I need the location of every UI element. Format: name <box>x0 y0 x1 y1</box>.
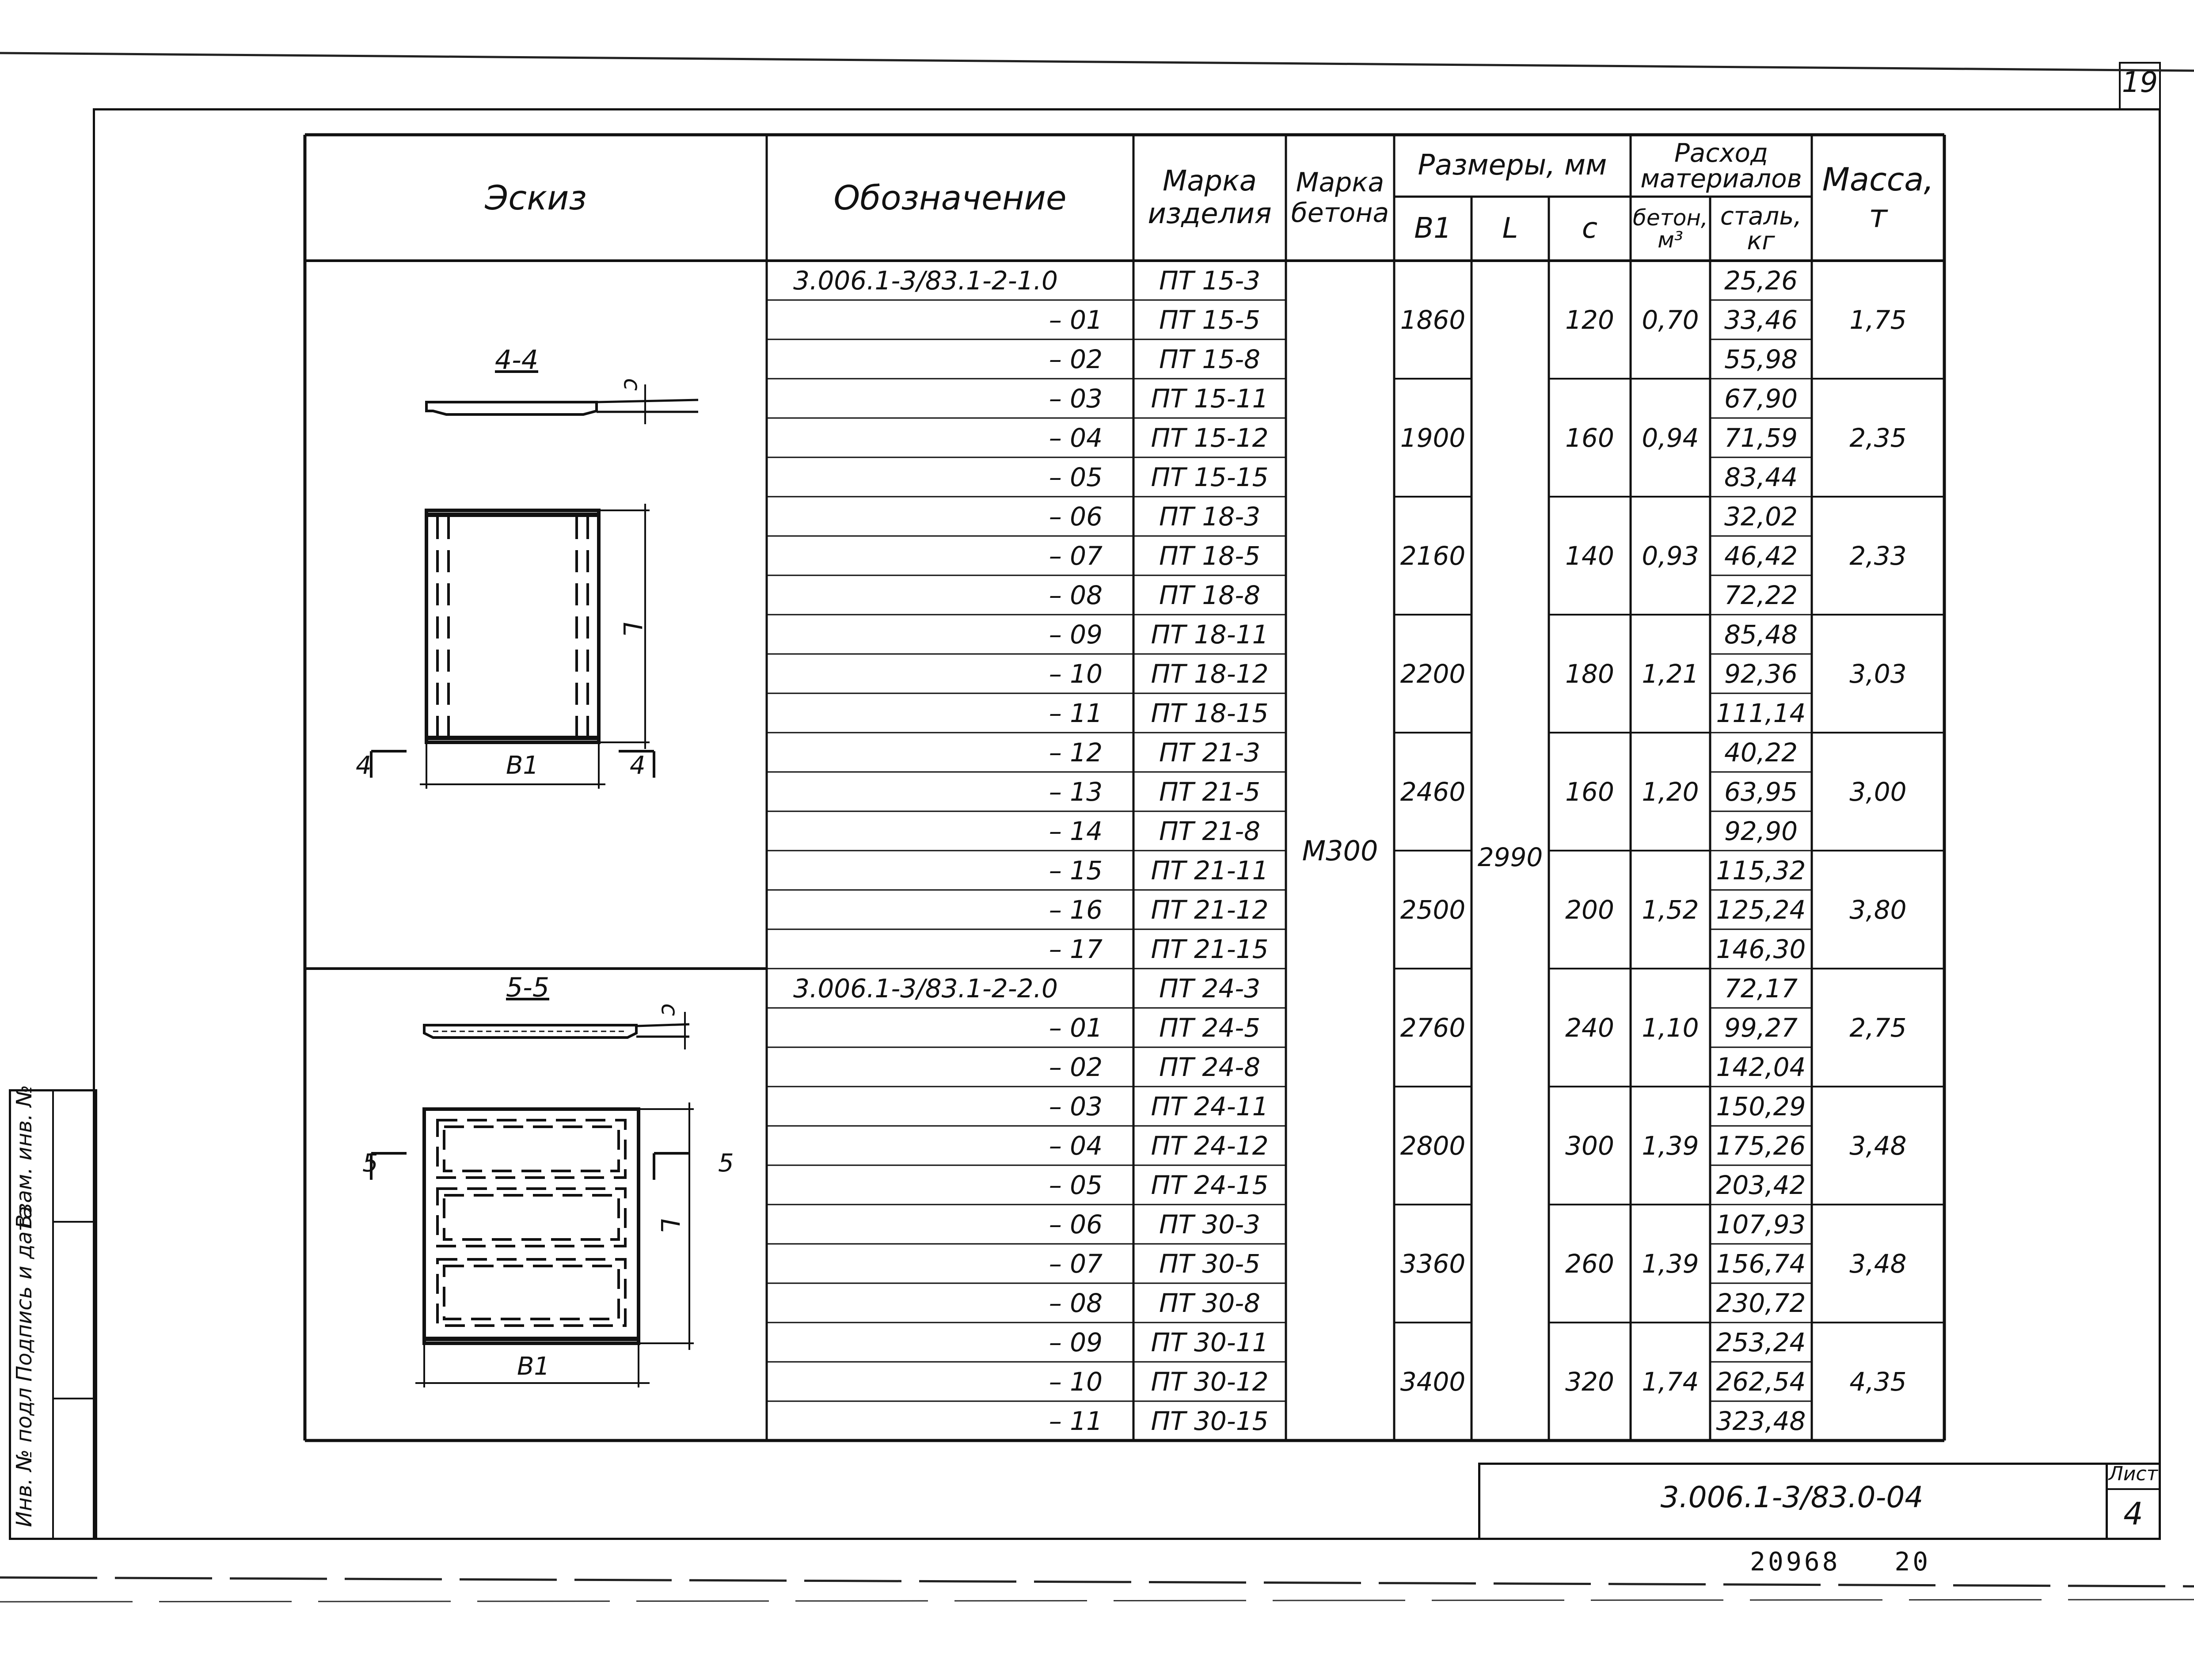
sheet-label: Лист <box>2108 1463 2158 1485</box>
header-product-mark: Марка изделия <box>1148 164 1272 230</box>
dim-c-cell: 300 <box>1565 1130 1614 1161</box>
product-mark-cell: ПТ 24-11 <box>1151 1091 1269 1121</box>
concrete-vol-cell: 1,39 <box>1642 1248 1699 1279</box>
mass-cell: 4,35 <box>1849 1366 1907 1397</box>
steel-cell: 92,36 <box>1724 658 1798 689</box>
designation-cell: – 05 <box>1049 1170 1103 1200</box>
product-mark-cell: ПТ 18-8 <box>1159 580 1261 610</box>
designation-cell: – 12 <box>1049 737 1103 768</box>
mass-cell: 3,03 <box>1849 658 1907 689</box>
header-designation: Обозначение <box>833 178 1067 217</box>
designation-cell: – 06 <box>1049 501 1103 532</box>
designation-cell: – 02 <box>1049 344 1103 374</box>
mass-cell: 1,75 <box>1849 304 1907 335</box>
designation-cell: – 11 <box>1049 698 1103 728</box>
dim-c-cell: 160 <box>1565 776 1614 807</box>
designation-cell: – 10 <box>1049 658 1103 689</box>
sidebar-label-inv: Инв. № подл <box>12 1387 37 1527</box>
product-mark-cell: ПТ 15-15 <box>1151 462 1269 492</box>
product-mark-cell: ПТ 24-5 <box>1159 1012 1261 1043</box>
sketch-1-c-label: c <box>618 378 645 391</box>
steel-cell: 72,17 <box>1724 973 1798 1003</box>
sketch-1-l-label: L <box>617 622 648 637</box>
steel-cell: 67,90 <box>1724 383 1798 414</box>
dim-c-cell: 320 <box>1565 1366 1614 1397</box>
dim-b-cell: 2500 <box>1400 894 1466 925</box>
sketch-1-section-label: 4-4 <box>495 345 538 376</box>
header-steel: сталь, кг <box>1720 201 1802 255</box>
concrete-vol-cell: 1,20 <box>1642 776 1699 807</box>
mass-cell: 2,75 <box>1849 1012 1907 1043</box>
sketch-2-section-label: 5-5 <box>506 972 549 1003</box>
dim-c-cell: 240 <box>1565 1012 1614 1043</box>
length-value: 2990 <box>1477 842 1543 872</box>
product-mark-cell: ПТ 15-11 <box>1151 383 1269 414</box>
sketch-2-c-label: c <box>656 1003 683 1016</box>
designation-cell: – 01 <box>1049 1012 1103 1043</box>
dim-b-cell: 3400 <box>1400 1366 1466 1397</box>
concrete-vol-cell: 1,21 <box>1642 658 1699 689</box>
steel-cell: 125,24 <box>1716 894 1806 925</box>
designation-cell: – 03 <box>1049 383 1103 414</box>
dim-b-cell: 2160 <box>1400 540 1466 571</box>
steel-cell: 230,72 <box>1716 1288 1806 1318</box>
sketch-1-cut-right: 4 <box>630 751 646 780</box>
mass-cell: 2,35 <box>1849 422 1907 453</box>
steel-cell: 156,74 <box>1716 1248 1806 1279</box>
steel-cell: 83,44 <box>1724 462 1798 492</box>
product-mark-cell: ПТ 15-5 <box>1159 304 1261 335</box>
steel-cell: 99,27 <box>1724 1012 1798 1043</box>
header-dimensions: Размеры, мм <box>1418 149 1607 182</box>
dim-b-cell: 1900 <box>1400 422 1466 453</box>
designation-cell: – 11 <box>1049 1406 1103 1436</box>
product-mark-cell: ПТ 21-11 <box>1151 855 1269 886</box>
steel-cell: 203,42 <box>1716 1170 1806 1200</box>
dim-c-cell: 120 <box>1565 304 1614 335</box>
header-dim-c: c <box>1582 212 1598 245</box>
dim-b-cell: 2800 <box>1400 1130 1466 1161</box>
product-mark-cell: ПТ 18-3 <box>1159 501 1261 532</box>
sketch-2-cut-left: 5 <box>362 1149 378 1178</box>
product-mark-cell: ПТ 24-3 <box>1159 973 1261 1003</box>
dim-b-cell: 2760 <box>1400 1012 1466 1043</box>
steel-cell: 25,26 <box>1724 265 1798 296</box>
designation-cell: – 17 <box>1049 934 1103 964</box>
dim-b-cell: 3360 <box>1400 1248 1466 1279</box>
designation-cell: – 05 <box>1049 462 1103 492</box>
product-mark-cell: ПТ 30-3 <box>1159 1209 1261 1239</box>
steel-cell: 33,46 <box>1724 304 1798 335</box>
steel-cell: 146,30 <box>1716 934 1806 964</box>
header-sketch: Эскиз <box>485 178 587 217</box>
dim-b-cell: 2460 <box>1400 776 1466 807</box>
product-mark-cell: ПТ 21-8 <box>1159 816 1261 846</box>
sidebar-label-signature: Подпись и дата <box>12 1206 37 1382</box>
mass-cell: 3,48 <box>1849 1130 1907 1161</box>
steel-cell: 71,59 <box>1724 422 1798 453</box>
product-mark-cell: ПТ 18-15 <box>1151 698 1269 728</box>
concrete-vol-cell: 0,93 <box>1642 540 1699 571</box>
steel-cell: 32,02 <box>1724 501 1798 532</box>
mass-cell: 3,00 <box>1849 776 1907 807</box>
product-mark-cell: ПТ 30-8 <box>1159 1288 1261 1318</box>
sketch-1-cut-left: 4 <box>356 751 372 780</box>
product-mark-cell: ПТ 21-5 <box>1159 776 1261 807</box>
steel-cell: 115,32 <box>1716 855 1806 886</box>
concrete-mark-value: М300 <box>1302 834 1378 867</box>
designation-cell: – 09 <box>1049 619 1103 650</box>
dim-c-cell: 140 <box>1565 540 1614 571</box>
designation-cell: – 04 <box>1049 422 1103 453</box>
steel-cell: 253,24 <box>1716 1327 1806 1357</box>
designation-cell: – 02 <box>1049 1052 1103 1082</box>
product-mark-cell: ПТ 18-12 <box>1151 658 1269 689</box>
mass-cell: 2,33 <box>1849 540 1907 571</box>
designation-cell: – 06 <box>1049 1209 1103 1239</box>
designation-cell: – 01 <box>1049 304 1103 335</box>
steel-cell: 142,04 <box>1716 1052 1806 1082</box>
product-mark-cell: ПТ 24-8 <box>1159 1052 1261 1082</box>
dim-c-cell: 160 <box>1565 422 1614 453</box>
concrete-vol-cell: 1,52 <box>1642 894 1699 925</box>
top-sheet-number: 19 <box>2122 66 2158 99</box>
designation-cell: – 08 <box>1049 1288 1103 1318</box>
dim-c-cell: 180 <box>1565 658 1614 689</box>
designation-cell: 3.006.1-3/83.1-2-1.0 <box>793 265 1058 296</box>
header-dim-b: B1 <box>1414 212 1452 245</box>
designation-cell: – 07 <box>1049 1248 1103 1279</box>
concrete-vol-cell: 0,70 <box>1642 304 1699 335</box>
product-mark-cell: ПТ 30-11 <box>1151 1327 1269 1357</box>
product-mark-cell: ПТ 15-12 <box>1151 422 1269 453</box>
steel-cell: 72,22 <box>1724 580 1798 610</box>
header-materials: Расход материалов <box>1640 138 1802 194</box>
concrete-vol-cell: 1,39 <box>1642 1130 1699 1161</box>
steel-cell: 40,22 <box>1724 737 1798 768</box>
steel-cell: 107,93 <box>1716 1209 1806 1239</box>
footer-numbers: 20968 20 <box>1750 1547 1931 1577</box>
product-mark-cell: ПТ 15-3 <box>1159 265 1261 296</box>
concrete-vol-cell: 1,10 <box>1642 1012 1699 1043</box>
dim-b-cell: 1860 <box>1400 304 1466 335</box>
designation-cell: – 08 <box>1049 580 1103 610</box>
sidebar-label-vzam: Взам. инв. № <box>12 1085 37 1229</box>
steel-cell: 85,48 <box>1724 619 1798 650</box>
steel-cell: 55,98 <box>1724 344 1798 374</box>
mass-cell: 3,48 <box>1849 1248 1907 1279</box>
steel-cell: 63,95 <box>1724 776 1798 807</box>
designation-cell: – 14 <box>1049 816 1103 846</box>
designation-cell: – 13 <box>1049 776 1103 807</box>
designation-cell: – 15 <box>1049 855 1103 886</box>
product-mark-cell: ПТ 21-12 <box>1151 894 1269 925</box>
steel-cell: 262,54 <box>1716 1366 1806 1397</box>
sketch-2-b-label: B1 <box>517 1352 550 1381</box>
dim-b-cell: 2200 <box>1400 658 1466 689</box>
sketch-1-drawing <box>345 336 742 800</box>
steel-cell: 46,42 <box>1724 540 1798 571</box>
sheet-value: 4 <box>2123 1496 2143 1532</box>
mass-cell: 3,80 <box>1849 894 1907 925</box>
designation-cell: – 07 <box>1049 540 1103 571</box>
product-mark-cell: ПТ 24-15 <box>1151 1170 1269 1200</box>
product-mark-cell: ПТ 21-15 <box>1151 934 1269 964</box>
dim-c-cell: 200 <box>1565 894 1614 925</box>
document-code: 3.006.1-3/83.0-04 <box>1660 1480 1924 1514</box>
designation-cell: – 16 <box>1049 894 1103 925</box>
steel-cell: 175,26 <box>1716 1130 1806 1161</box>
designation-cell: – 10 <box>1049 1366 1103 1397</box>
header-dim-l: L <box>1502 212 1518 245</box>
product-mark-cell: ПТ 30-15 <box>1151 1406 1269 1436</box>
sketch-1-b-label: B1 <box>506 751 539 780</box>
product-mark-cell: ПТ 15-8 <box>1159 344 1261 374</box>
designation-cell: – 04 <box>1049 1130 1103 1161</box>
dim-c-cell: 260 <box>1565 1248 1614 1279</box>
designation-cell: – 03 <box>1049 1091 1103 1121</box>
sketch-2-l-label: L <box>655 1218 685 1233</box>
steel-cell: 323,48 <box>1716 1406 1806 1436</box>
product-mark-cell: ПТ 18-11 <box>1151 619 1269 650</box>
designation-cell: – 09 <box>1049 1327 1103 1357</box>
steel-cell: 150,29 <box>1716 1091 1806 1121</box>
product-mark-cell: ПТ 30-12 <box>1151 1366 1269 1397</box>
sketch-2-cut-right: 5 <box>718 1149 734 1178</box>
steel-cell: 92,90 <box>1724 816 1798 846</box>
product-mark-cell: ПТ 30-5 <box>1159 1248 1261 1279</box>
concrete-vol-cell: 1,74 <box>1642 1366 1699 1397</box>
header-concrete-mark: Марка бетона <box>1291 167 1389 228</box>
sketch-2-drawing <box>345 977 742 1401</box>
product-mark-cell: ПТ 21-3 <box>1159 737 1261 768</box>
concrete-vol-cell: 0,94 <box>1642 422 1699 453</box>
steel-cell: 111,14 <box>1716 698 1806 728</box>
designation-cell: 3.006.1-3/83.1-2-2.0 <box>793 973 1058 1003</box>
header-mass: Масса, т <box>1822 160 1934 235</box>
product-mark-cell: ПТ 18-5 <box>1159 540 1261 571</box>
header-concrete-vol: бетон, м³ <box>1633 205 1708 253</box>
product-mark-cell: ПТ 24-12 <box>1151 1130 1269 1161</box>
